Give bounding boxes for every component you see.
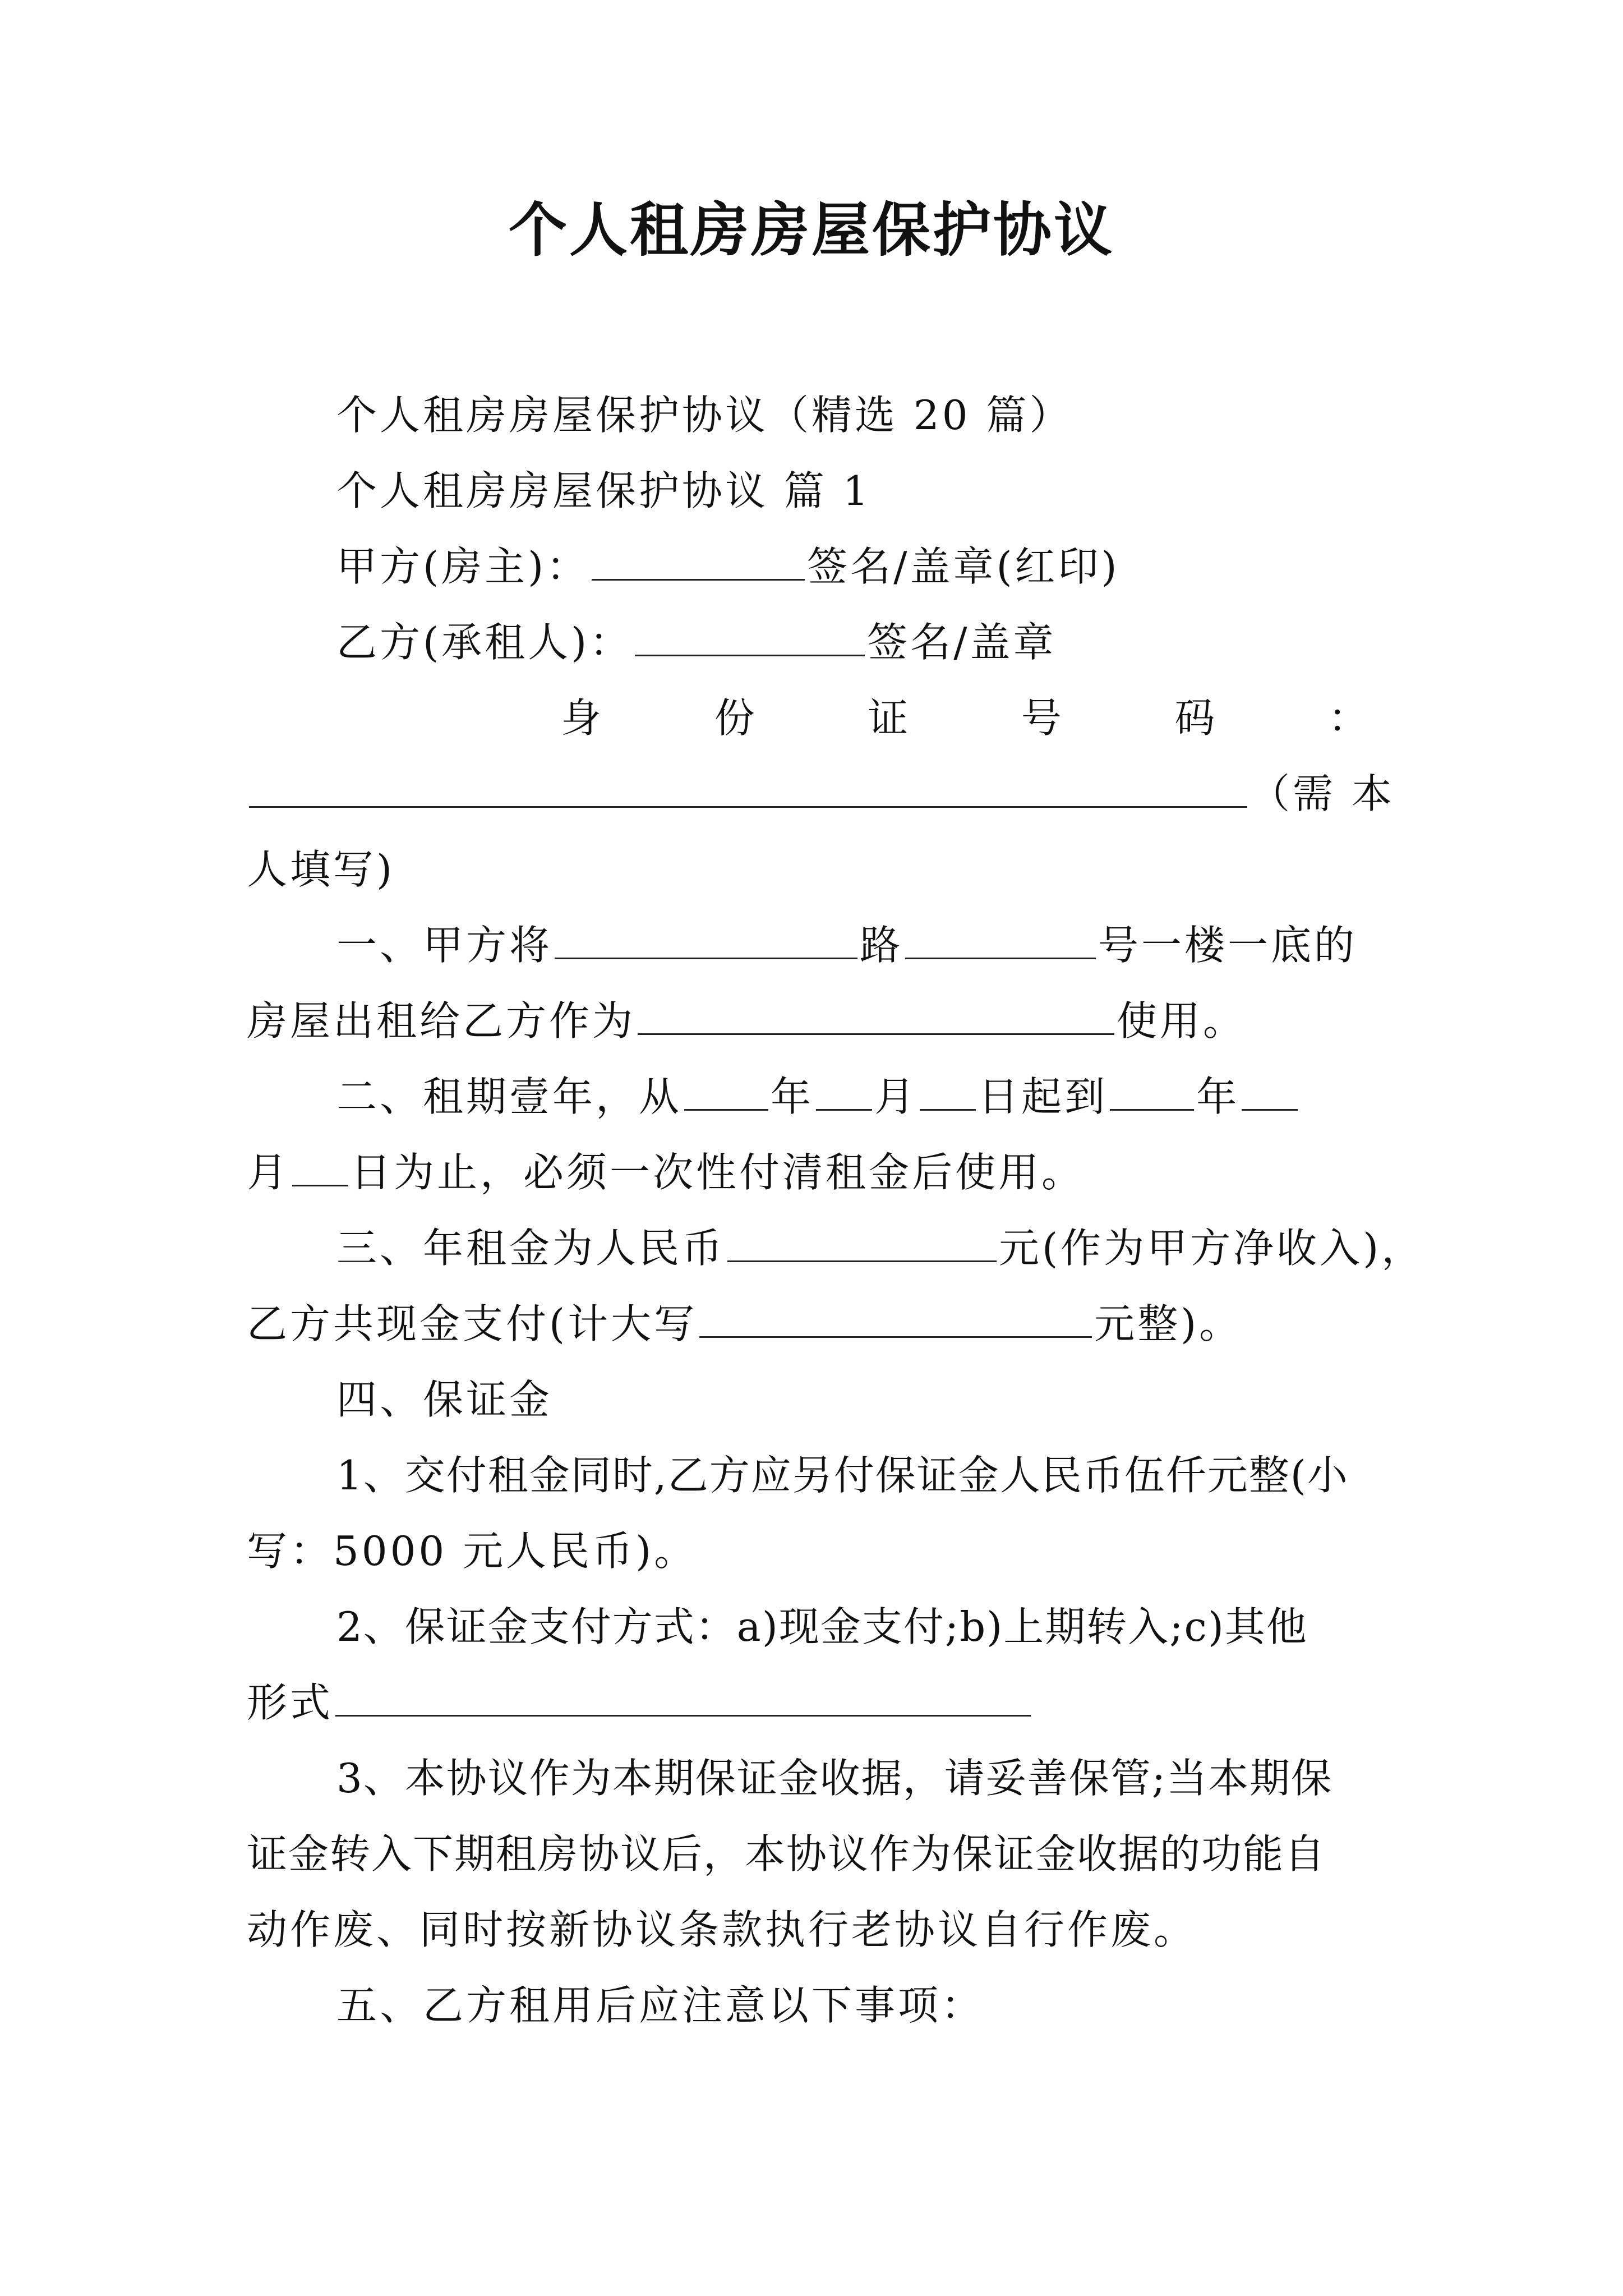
id-number-blank[interactable] [249,767,1247,808]
clause3-text: 乙方共现金支付(计大写 [247,1300,698,1347]
clause1-text: 房屋出租给乙方作为 [247,997,636,1045]
id-char: 份 [714,694,755,742]
start-day-blank[interactable] [920,1070,976,1111]
clause4-item3-line1: 3、本协议作为本期保证金收据，请妥善保管;当本期保 [336,1755,1333,1802]
clause3-text: 三、年租金为人民币 [336,1225,726,1272]
clause4-item2-line1: 2、保证金支付方式：a)现金支付;b)上期转入;c)其他 [336,1603,1308,1650]
id-char: 身 [561,694,602,742]
clause2-text: 日为止，必须一次性付清租金后使用。 [351,1149,1085,1196]
id-char: 码 [1174,694,1215,742]
clause3-line1 [336,1220,1424,1276]
id-char: 号 [1021,694,1062,742]
clause4-item1-line2: 写：5000 元人民币)。 [247,1527,698,1575]
end-year-blank[interactable] [1110,1070,1194,1111]
usage-blank[interactable] [638,994,1114,1035]
id-char: 证 [868,694,909,742]
clause5-heading: 五、乙方租用后应注意以下事项： [336,1982,985,2029]
id-number-blank-line [247,766,1395,822]
id-number-tail2: 人填写) [247,846,395,893]
clause4-item3-line3: 动作废、同时按新协议条款执行老协议自行作废。 [247,1906,1197,1953]
clause3-line2 [247,1296,1242,1352]
party-a-line [336,539,1120,595]
clause4-item1-line1: 1、交付租金同时,乙方应另付保证金人民币伍仟元整(小 [336,1452,1349,1499]
document-title: 个人租房房屋保护协议 [508,195,1114,264]
clause4-heading: 四、保证金 [336,1376,553,1423]
clause2-text: 年 [771,1073,814,1120]
clause1-text: 号一楼一底的 [1098,922,1358,969]
id-number-label-row [561,690,1368,746]
rent-amount-blank[interactable] [727,1221,997,1262]
clause1-line2 [247,993,1246,1049]
end-day-blank[interactable] [292,1145,348,1186]
clause3-text: 元(作为甲方净收入)， [999,1225,1425,1272]
id-char: ： [1327,694,1368,742]
clause2-text: 月 [247,1149,291,1196]
clause4-item2-line2 [247,1674,1033,1731]
party-a-label: 甲方(房主)： [336,543,590,590]
clause1-text: 一、甲方将 [336,922,553,969]
clause4-item3-line2: 证金转入下期租房协议后，本协议作为保证金收据的功能自 [247,1830,1326,1878]
end-month-blank-part[interactable] [1242,1070,1298,1111]
clause2-line2 [247,1144,1085,1200]
party-a-suffix: 签名/盖章(红印) [807,543,1120,590]
clause1-text: 使用。 [1117,997,1247,1045]
subtitle: 个人租房房屋保护协议（精选 20 篇） [336,392,1073,439]
party-b-label: 乙方(承租人)： [336,619,633,666]
number-blank[interactable] [905,918,1096,959]
clause4-text: 形式 [247,1679,334,1726]
party-a-signature-blank[interactable] [592,540,805,581]
other-method-blank[interactable] [335,1676,1031,1717]
start-year-blank[interactable] [684,1070,768,1111]
party-b-line [336,614,1056,670]
party-b-suffix: 签名/盖章 [867,619,1057,666]
clause2-text: 二、租期壹年，从 [336,1073,683,1120]
section-heading: 个人租房房屋保护协议 篇 1 [336,467,872,514]
road-blank[interactable] [555,918,857,959]
id-number-tail: （需 本 [1249,770,1395,817]
clause3-text: 元整)。 [1094,1300,1243,1347]
clause1-line1 [336,917,1357,973]
clause2-line1 [336,1069,1300,1125]
start-month-blank[interactable] [816,1070,872,1111]
rent-uppercase-blank[interactable] [699,1297,1092,1338]
clause2-text: 月 [874,1073,918,1120]
clause1-text: 路 [860,922,903,969]
clause2-text: 年 [1196,1073,1240,1120]
clause2-text: 日起到 [978,1073,1108,1120]
party-b-signature-blank[interactable] [635,615,865,656]
